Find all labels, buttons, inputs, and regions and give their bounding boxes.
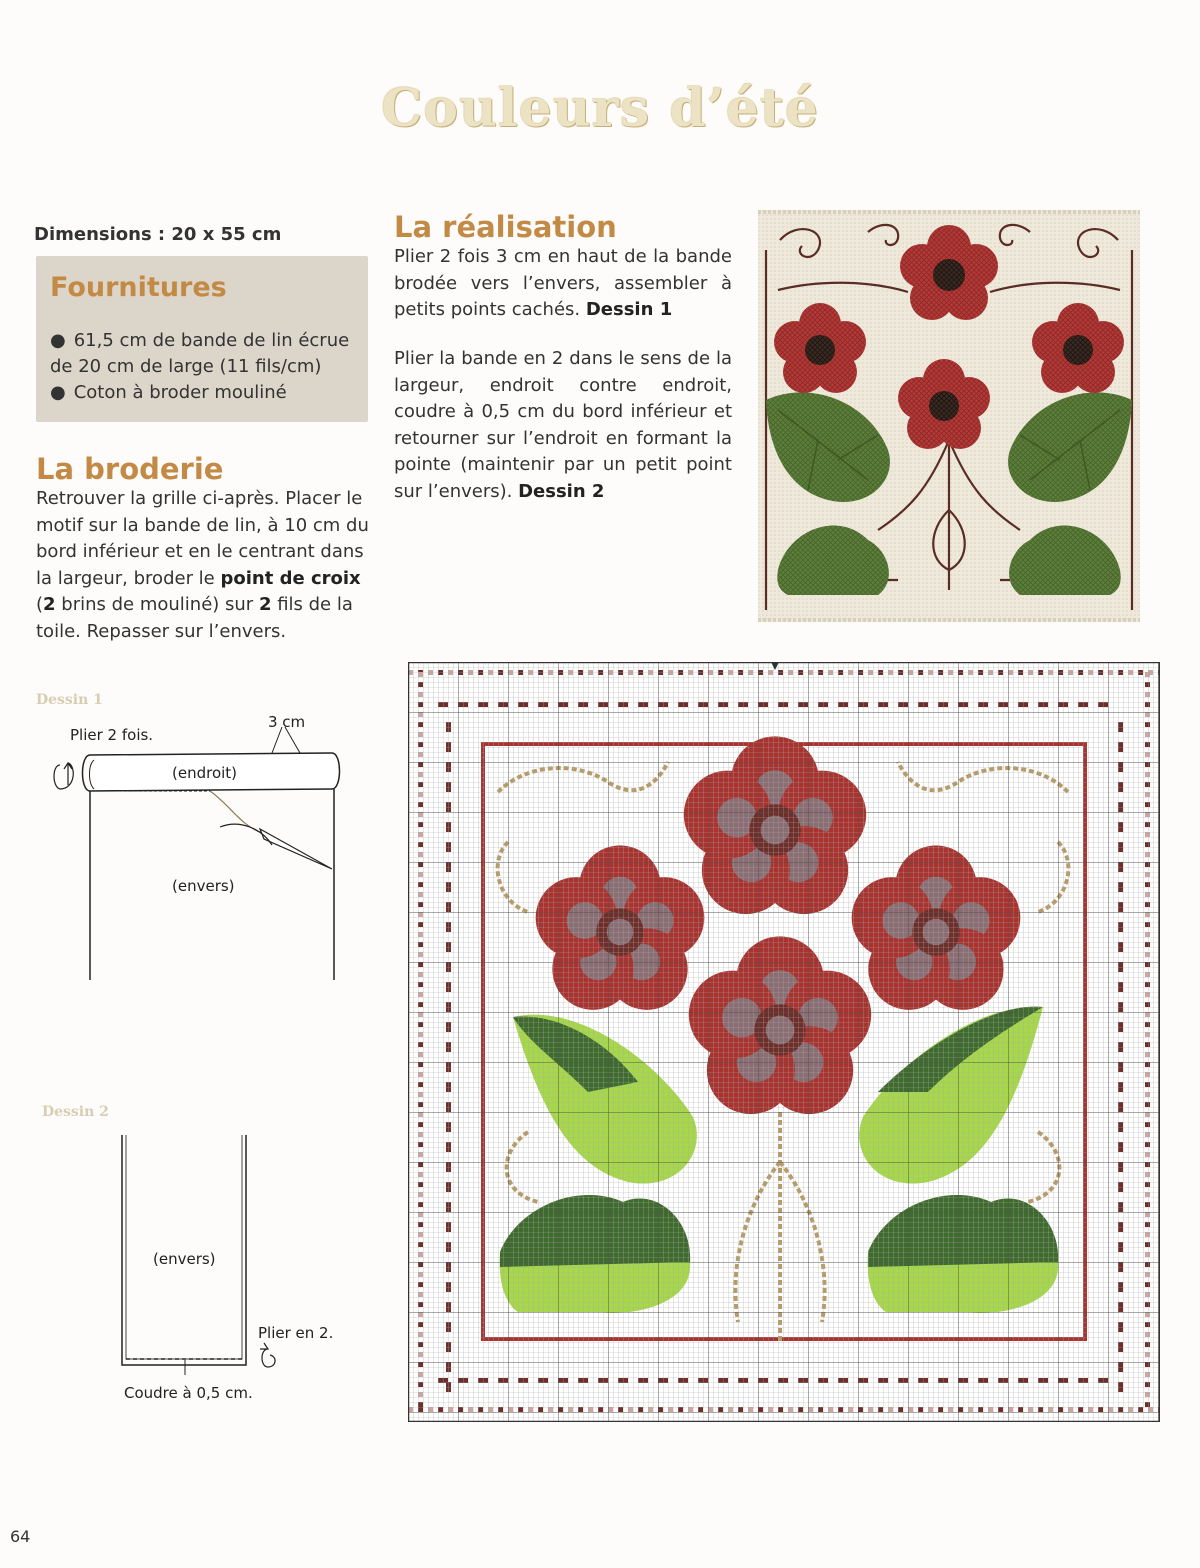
realisation-heading: La réalisation <box>394 210 617 244</box>
fournitures-item: ● 61,5 cm de bande de lin écrue de 20 cm de large (11 fils/cm) <box>50 328 368 380</box>
broderie-text: Retrouver la grille ci-après. Placer le motif sur la bande de lin, à 10 cm du bord inférieur et en le centrant dans la largeur, broder le point de croix (2 brins de mouliné) sur 2 fils de la toile. Repasser sur l’envers. <box>36 488 369 642</box>
dessin-2-label: Dessin 2 <box>42 1104 109 1120</box>
fournitures-item: ● Coton à broder mouliné <box>50 380 368 406</box>
dessin-1-diagram <box>50 705 350 985</box>
dessin-1-measure-text: 3 cm <box>268 713 306 731</box>
realisation-paragraph-2: Plier la bande en 2 dans le sens de la largeur, endroit contre endroit, coudre à 0,5 cm du bord inférieur et retourner sur l’endroit en formant la pointe (maintenir par un petit point sur l’envers). Dessin 2 <box>394 348 732 502</box>
dessin-2-sew-text: Coudre à 0,5 cm. <box>124 1384 253 1402</box>
page-number: 64 <box>10 1527 31 1546</box>
page-title: Couleurs d’été <box>381 78 819 139</box>
dessin-2-fold-text: Plier en 2. <box>258 1324 334 1342</box>
fournitures-box <box>36 256 368 422</box>
broderie-heading: La broderie <box>36 452 224 486</box>
dimensions-text: Dimensions : 20 x 55 cm <box>34 224 282 245</box>
fournitures-list <box>50 328 368 406</box>
dessin-1-fold-text: Plier 2 fois. <box>70 726 154 744</box>
dessin-1-label: Dessin 1 <box>36 692 103 708</box>
dessin-2-back-text: (envers) <box>153 1250 216 1268</box>
dessin-1-front-text: (endroit) <box>172 764 238 782</box>
dessin-1-back-text: (envers) <box>172 877 235 895</box>
realisation-paragraph-1: Plier 2 fois 3 cm en haut de la bande brodée vers l’envers, assembler à petits points cachés. Dessin 1 <box>394 246 732 320</box>
cross-stitch-chart <box>408 662 1160 1422</box>
embroidery-photo <box>758 210 1140 622</box>
fournitures-heading: Fournitures <box>50 272 227 303</box>
